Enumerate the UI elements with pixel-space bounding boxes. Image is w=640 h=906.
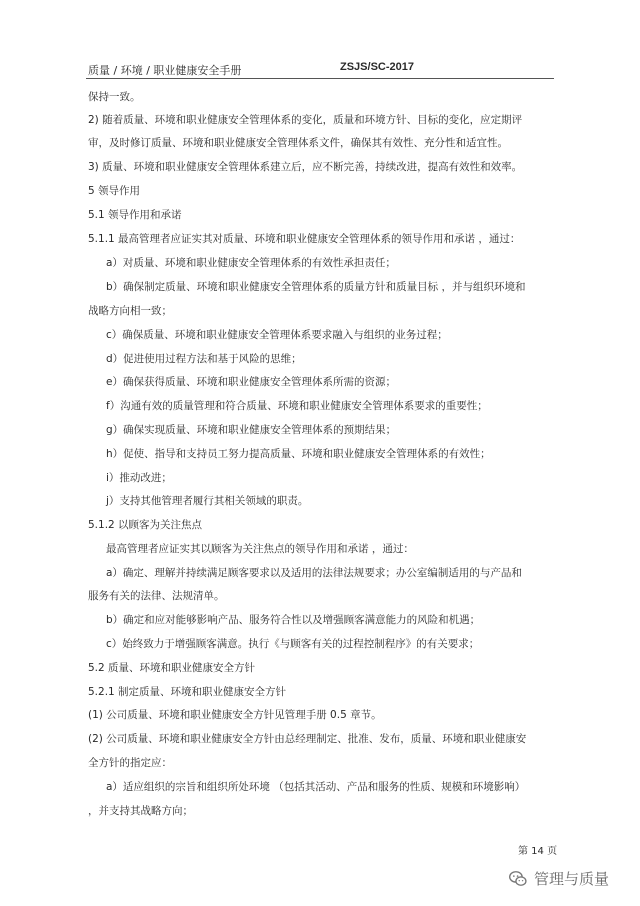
list-item: j）支持其他管理者履行其相关领域的职责。 <box>106 495 309 507</box>
header-code: ZSJS/SC-2017 <box>340 61 414 73</box>
text-line: 服务有关的法律、法规清单。 <box>88 590 225 602</box>
text-line: 5.1.1 最高管理者应证实其对质量、环境和职业健康安全管理体系的领导作用和承诺 ，通过： <box>88 233 521 245</box>
list-item: h）促使、指导和支持员工努力提高质量、环境和职业健康安全管理体系的有效性； <box>106 448 491 460</box>
text-line: 审，及时修订质量、环境和职业健康安全管理体系文件，确保其有效性、充分性和适宜性。 <box>88 137 508 149</box>
text-line: 战略方向相一致； <box>88 305 172 317</box>
list-item: d）促进使用过程方法和基于风险的思维； <box>106 353 302 365</box>
text-line: 最高管理者应证实其以顾客为关注焦点的领导作用和承诺 ，通过： <box>106 543 414 555</box>
list-item: a）对质量、环境和职业健康安全管理体系的有效性承担责任； <box>106 257 396 269</box>
page-number: 第 14 页 <box>518 846 558 857</box>
list-item: b）确定和应对能够影响产品、服务符合性以及增强顾客满意能力的风险和机遇； <box>106 614 481 626</box>
list-item: b）确保制定质量、环境和职业健康安全管理体系的质量方针和质量目标 ，并与组织环境和 <box>106 281 526 293</box>
list-item: i）推动改进； <box>106 472 172 484</box>
list-item: g）确保实现质量、环境和职业健康安全管理体系的预期结果； <box>106 424 397 436</box>
text-line: 全方针的指定应： <box>88 757 172 769</box>
section-heading: 5.2 质量、环境和职业健康安全方针 <box>88 662 256 674</box>
text-line: ，并支持其战略方向； <box>88 805 193 817</box>
header-title: 质量 / 环境 / 职业健康安全手册 <box>88 64 242 77</box>
text-line: (2) 公司质量、环境和职业健康安全方针由总经理制定、批准、发布，质量、环境和职业健康安 <box>88 733 527 745</box>
list-item: a）确定、理解并持续满足顾客要求以及适用的法律法规要求；办公室编制适用的与产品和 <box>106 567 522 579</box>
text-line: 3) 质量、环境和职业健康安全管理体系建立后，应不断完善，持续改进，提高有效性和效率。 <box>88 161 523 173</box>
section-heading: 5.1 领导作用和承诺 <box>88 209 182 221</box>
text-line: 保持一致。 <box>88 91 141 103</box>
text-line: 2) 随着质量、环境和职业健康安全管理体系的变化，质量和环境方针、目标的变化，应定期评 <box>88 114 523 126</box>
list-item: c）始终致力于增强顾客满意。执行《与顾客有关的过程控制程序》的有关要求； <box>106 638 480 650</box>
watermark-text: 管理与质量 <box>534 870 610 888</box>
header-divider <box>86 78 554 79</box>
list-item: e）确保获得质量、环境和职业健康安全管理体系所需的资源； <box>106 376 396 388</box>
section-heading: 5.1.2 以顾客为关注焦点 <box>88 519 203 531</box>
wechat-icon <box>508 869 528 889</box>
list-item: c）确保质量、环境和职业健康安全管理体系要求融入与组织的业务过程； <box>106 329 448 341</box>
text-line: (1) 公司质量、环境和职业健康安全方针见管理手册 0.5 章节。 <box>88 709 382 721</box>
section-heading: 5 领导作用 <box>88 185 141 197</box>
section-heading: 5.2.1 制定质量、环境和职业健康安全方针 <box>88 686 287 698</box>
list-item: a）适应组织的宗旨和组织所处环境 （包括其活动、产品和服务的性质、规模和环境影响） <box>106 781 526 793</box>
watermark <box>508 868 609 889</box>
list-item: f）沟通有效的质量管理和符合质量、环境和职业健康安全管理体系要求的重要性； <box>106 400 488 412</box>
